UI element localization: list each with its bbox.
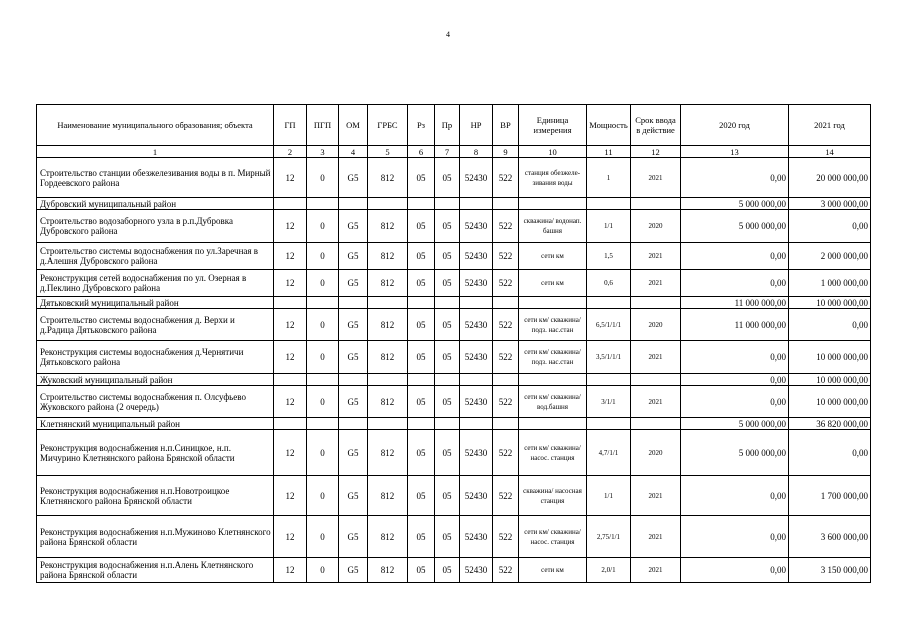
cell-rz: 05	[408, 158, 435, 198]
cell-power: 2,0/1	[587, 558, 631, 583]
header-cell: НР	[460, 105, 493, 146]
empty-cell	[368, 297, 408, 309]
column-index-cell: 7	[435, 146, 460, 158]
empty-cell	[493, 198, 519, 210]
amount-2020: 0,00	[681, 243, 789, 270]
cell-vr: 522	[493, 476, 519, 516]
cell-om: G5	[339, 341, 368, 374]
cell-unit: сети км	[519, 243, 587, 270]
cell-rz: 05	[408, 386, 435, 418]
column-index-row	[37, 146, 871, 158]
cell-gp: 12	[274, 158, 307, 198]
cell-om: G5	[339, 516, 368, 558]
cell-grbs: 812	[368, 516, 408, 558]
cell-vr: 522	[493, 558, 519, 583]
object-name: Строительство водозаборного узла в р.п.Дубровка Дубровского района	[37, 210, 274, 243]
municipality-name: Жуковский муниципальный район	[37, 374, 274, 386]
cell-pgp: 0	[307, 516, 339, 558]
empty-cell	[587, 374, 631, 386]
cell-power: 2,75/1/1	[587, 516, 631, 558]
amount-2020: 11 000 000,00	[681, 297, 789, 309]
municipality-row	[37, 374, 871, 386]
amount-2020: 5 000 000,00	[681, 210, 789, 243]
header-cell: ПГП	[307, 105, 339, 146]
object-name: Строительство системы водоснабжения п. Олсуфьево Жуковского района (2 очередь)	[37, 386, 274, 418]
cell-grbs: 812	[368, 158, 408, 198]
cell-grbs: 812	[368, 476, 408, 516]
amount-2021: 10 000 000,00	[789, 341, 871, 374]
cell-term: 2021	[631, 270, 681, 297]
column-index-cell: 9	[493, 146, 519, 158]
cell-grbs: 812	[368, 558, 408, 583]
cell-rz: 05	[408, 243, 435, 270]
cell-nr: 52430	[460, 386, 493, 418]
object-row	[37, 309, 871, 341]
amount-2020: 5 000 000,00	[681, 430, 789, 476]
cell-pr: 05	[435, 516, 460, 558]
cell-grbs: 812	[368, 243, 408, 270]
header-cell: Наименование муниципального образования; объекта	[37, 105, 274, 146]
cell-power: 1/1	[587, 476, 631, 516]
cell-pgp: 0	[307, 558, 339, 583]
empty-cell	[587, 418, 631, 430]
header-cell: Рз	[408, 105, 435, 146]
cell-power: 0,6	[587, 270, 631, 297]
header-cell: Срок ввода в действие	[631, 105, 681, 146]
object-name: Реконструкция водоснабжения н.п.Мужиново Клетнянского района Брянской области	[37, 516, 274, 558]
empty-cell	[274, 297, 307, 309]
cell-pgp: 0	[307, 210, 339, 243]
empty-cell	[368, 198, 408, 210]
empty-cell	[519, 297, 587, 309]
cell-term: 2021	[631, 476, 681, 516]
empty-cell	[460, 198, 493, 210]
cell-power: 1	[587, 158, 631, 198]
header-cell: Пр	[435, 105, 460, 146]
amount-2021: 0,00	[789, 430, 871, 476]
empty-cell	[460, 297, 493, 309]
cell-pr: 05	[435, 558, 460, 583]
cell-vr: 522	[493, 341, 519, 374]
empty-cell	[493, 374, 519, 386]
object-name: Строительство системы водоснабжения по ул.Заречная в д.Алешня Дубровского района	[37, 243, 274, 270]
amount-2021: 36 820 000,00	[789, 418, 871, 430]
cell-om: G5	[339, 243, 368, 270]
amount-2021: 3 600 000,00	[789, 516, 871, 558]
amount-2021: 10 000 000,00	[789, 386, 871, 418]
object-name: Строительство станции обезжелезивания воды в п. Мирный Гордеевского района	[37, 158, 274, 198]
cell-power: 1/1	[587, 210, 631, 243]
empty-cell	[519, 374, 587, 386]
empty-cell	[274, 374, 307, 386]
empty-cell	[587, 297, 631, 309]
cell-om: G5	[339, 270, 368, 297]
empty-cell	[631, 198, 681, 210]
empty-cell	[339, 374, 368, 386]
cell-nr: 52430	[460, 430, 493, 476]
cell-grbs: 812	[368, 386, 408, 418]
empty-cell	[460, 374, 493, 386]
amount-2020: 0,00	[681, 386, 789, 418]
column-index-cell: 10	[519, 146, 587, 158]
page-number: 4	[446, 30, 450, 39]
empty-cell	[339, 418, 368, 430]
object-row	[37, 270, 871, 297]
cell-term: 2021	[631, 386, 681, 418]
cell-rz: 05	[408, 558, 435, 583]
column-index-cell: 2	[274, 146, 307, 158]
cell-pr: 05	[435, 476, 460, 516]
budget-table	[36, 104, 871, 583]
cell-unit: сети км	[519, 270, 587, 297]
municipality-name: Дубровский муниципальный район	[37, 198, 274, 210]
empty-cell	[631, 418, 681, 430]
cell-term: 2020	[631, 309, 681, 341]
cell-pr: 05	[435, 341, 460, 374]
empty-cell	[408, 297, 435, 309]
cell-gp: 12	[274, 516, 307, 558]
cell-term: 2021	[631, 558, 681, 583]
amount-2020: 0,00	[681, 374, 789, 386]
municipality-name: Дятьковский муниципальный район	[37, 297, 274, 309]
cell-om: G5	[339, 476, 368, 516]
amount-2020: 0,00	[681, 476, 789, 516]
cell-nr: 52430	[460, 341, 493, 374]
header-cell: Единица измерения	[519, 105, 587, 146]
empty-cell	[631, 297, 681, 309]
cell-vr: 522	[493, 516, 519, 558]
object-row	[37, 243, 871, 270]
cell-term: 2020	[631, 430, 681, 476]
header-cell: 2020 год	[681, 105, 789, 146]
cell-gp: 12	[274, 243, 307, 270]
amount-2021: 10 000 000,00	[789, 374, 871, 386]
amount-2021: 2 000 000,00	[789, 243, 871, 270]
empty-cell	[274, 418, 307, 430]
cell-pr: 05	[435, 386, 460, 418]
municipality-row	[37, 418, 871, 430]
column-index-cell: 12	[631, 146, 681, 158]
cell-vr: 522	[493, 243, 519, 270]
amount-2020: 0,00	[681, 341, 789, 374]
cell-vr: 522	[493, 210, 519, 243]
empty-cell	[368, 374, 408, 386]
empty-cell	[307, 374, 339, 386]
cell-term: 2021	[631, 516, 681, 558]
empty-cell	[368, 418, 408, 430]
cell-pr: 05	[435, 309, 460, 341]
object-row	[37, 516, 871, 558]
cell-grbs: 812	[368, 341, 408, 374]
cell-term: 2021	[631, 341, 681, 374]
empty-cell	[493, 418, 519, 430]
cell-pr: 05	[435, 210, 460, 243]
cell-unit: сети км/ скважина/ подз. нас.стан	[519, 341, 587, 374]
object-row	[37, 476, 871, 516]
cell-gp: 12	[274, 270, 307, 297]
cell-gp: 12	[274, 476, 307, 516]
cell-term: 2021	[631, 158, 681, 198]
cell-pr: 05	[435, 243, 460, 270]
column-index-cell: 8	[460, 146, 493, 158]
amount-2020: 11 000 000,00	[681, 309, 789, 341]
cell-rz: 05	[408, 516, 435, 558]
cell-term: 2021	[631, 243, 681, 270]
municipality-name: Клетнянский муниципальный район	[37, 418, 274, 430]
cell-nr: 52430	[460, 243, 493, 270]
cell-pgp: 0	[307, 341, 339, 374]
cell-pgp: 0	[307, 309, 339, 341]
empty-cell	[274, 198, 307, 210]
column-index-cell: 6	[408, 146, 435, 158]
cell-unit: скважина/ насосная станция	[519, 476, 587, 516]
cell-rz: 05	[408, 309, 435, 341]
column-index-cell: 11	[587, 146, 631, 158]
cell-gp: 12	[274, 386, 307, 418]
cell-unit: сети км/ скважина/ насос. станция	[519, 516, 587, 558]
object-name: Реконструкция водоснабжения н.п.Синицкое, н.п. Мичурино Клетнянского района Брянской области	[37, 430, 274, 476]
cell-nr: 52430	[460, 158, 493, 198]
empty-cell	[460, 418, 493, 430]
header-cell: ГП	[274, 105, 307, 146]
cell-nr: 52430	[460, 558, 493, 583]
cell-unit: станция обезжеле-зивания воды	[519, 158, 587, 198]
cell-vr: 522	[493, 158, 519, 198]
municipality-row	[37, 297, 871, 309]
cell-pgp: 0	[307, 476, 339, 516]
empty-cell	[307, 418, 339, 430]
object-row	[37, 210, 871, 243]
header-cell: Мощность	[587, 105, 631, 146]
object-name: Реконструкция водоснабжения н.п.Новотроицкое Клетнянского района Брянской области	[37, 476, 274, 516]
cell-vr: 522	[493, 270, 519, 297]
amount-2020: 0,00	[681, 158, 789, 198]
cell-grbs: 812	[368, 210, 408, 243]
header-cell: ОМ	[339, 105, 368, 146]
cell-power: 6,5/1/1/1	[587, 309, 631, 341]
cell-unit: скважина/ водонап. башня	[519, 210, 587, 243]
cell-power: 3,5/1/1/1	[587, 341, 631, 374]
empty-cell	[307, 297, 339, 309]
column-index-cell: 13	[681, 146, 789, 158]
cell-om: G5	[339, 158, 368, 198]
cell-vr: 522	[493, 430, 519, 476]
cell-nr: 52430	[460, 516, 493, 558]
cell-om: G5	[339, 430, 368, 476]
header-cell: 2021 год	[789, 105, 871, 146]
cell-om: G5	[339, 386, 368, 418]
cell-gp: 12	[274, 558, 307, 583]
column-index-cell: 1	[37, 146, 274, 158]
header-cell: ГРБС	[368, 105, 408, 146]
cell-pgp: 0	[307, 386, 339, 418]
amount-2021: 20 000 000,00	[789, 158, 871, 198]
header-row	[37, 105, 871, 146]
amount-2021: 1 000 000,00	[789, 270, 871, 297]
cell-rz: 05	[408, 210, 435, 243]
empty-cell	[339, 297, 368, 309]
amount-2020: 0,00	[681, 270, 789, 297]
cell-unit: сети км/ скважина/ вод.башня	[519, 386, 587, 418]
column-index-cell: 14	[789, 146, 871, 158]
empty-cell	[307, 198, 339, 210]
amount-2020: 5 000 000,00	[681, 418, 789, 430]
amount-2021: 0,00	[789, 309, 871, 341]
cell-gp: 12	[274, 210, 307, 243]
cell-vr: 522	[493, 309, 519, 341]
cell-unit: сети км/ скважина/ подз. нас.стан	[519, 309, 587, 341]
cell-pgp: 0	[307, 270, 339, 297]
object-row	[37, 341, 871, 374]
cell-unit: сети км	[519, 558, 587, 583]
empty-cell	[493, 297, 519, 309]
amount-2021: 1 700 000,00	[789, 476, 871, 516]
cell-grbs: 812	[368, 309, 408, 341]
cell-rz: 05	[408, 270, 435, 297]
cell-vr: 522	[493, 386, 519, 418]
amount-2020: 0,00	[681, 516, 789, 558]
empty-cell	[408, 418, 435, 430]
empty-cell	[435, 297, 460, 309]
cell-om: G5	[339, 210, 368, 243]
cell-nr: 52430	[460, 210, 493, 243]
cell-pr: 05	[435, 270, 460, 297]
cell-grbs: 812	[368, 430, 408, 476]
column-index-cell: 4	[339, 146, 368, 158]
object-row	[37, 386, 871, 418]
column-index-cell: 3	[307, 146, 339, 158]
empty-cell	[519, 198, 587, 210]
cell-pgp: 0	[307, 430, 339, 476]
amount-2021: 10 000 000,00	[789, 297, 871, 309]
column-index-cell: 5	[368, 146, 408, 158]
amount-2020: 5 000 000,00	[681, 198, 789, 210]
header-cell: ВР	[493, 105, 519, 146]
amount-2021: 3 150 000,00	[789, 558, 871, 583]
amount-2020: 0,00	[681, 558, 789, 583]
cell-nr: 52430	[460, 309, 493, 341]
object-row	[37, 430, 871, 476]
cell-rz: 05	[408, 476, 435, 516]
object-name: Строительство системы водоснабжения д. Верхи и д.Радица Дятьковского района	[37, 309, 274, 341]
empty-cell	[408, 198, 435, 210]
object-row	[37, 558, 871, 583]
cell-gp: 12	[274, 309, 307, 341]
empty-cell	[339, 198, 368, 210]
cell-power: 1,5	[587, 243, 631, 270]
empty-cell	[435, 198, 460, 210]
empty-cell	[519, 418, 587, 430]
cell-rz: 05	[408, 341, 435, 374]
cell-grbs: 812	[368, 270, 408, 297]
cell-rz: 05	[408, 430, 435, 476]
cell-om: G5	[339, 309, 368, 341]
cell-pgp: 0	[307, 243, 339, 270]
empty-cell	[631, 374, 681, 386]
cell-unit: сети км/ скважина/ насос. станция	[519, 430, 587, 476]
amount-2021: 3 000 000,00	[789, 198, 871, 210]
amount-2021: 0,00	[789, 210, 871, 243]
cell-gp: 12	[274, 430, 307, 476]
cell-power: 4,7/1/1	[587, 430, 631, 476]
cell-pr: 05	[435, 430, 460, 476]
cell-nr: 52430	[460, 476, 493, 516]
object-name: Реконструкция водоснабжения н.п.Алень Клетнянского района Брянской области	[37, 558, 274, 583]
municipality-row	[37, 198, 871, 210]
cell-nr: 52430	[460, 270, 493, 297]
cell-pr: 05	[435, 158, 460, 198]
object-name: Реконструкция сетей водоснабжения по ул. Озерная в д.Пеклино Дубровского района	[37, 270, 274, 297]
cell-power: 3/1/1	[587, 386, 631, 418]
cell-term: 2020	[631, 210, 681, 243]
cell-gp: 12	[274, 341, 307, 374]
object-row	[37, 158, 871, 198]
cell-pgp: 0	[307, 158, 339, 198]
empty-cell	[587, 198, 631, 210]
empty-cell	[435, 418, 460, 430]
cell-om: G5	[339, 558, 368, 583]
empty-cell	[435, 374, 460, 386]
empty-cell	[408, 374, 435, 386]
object-name: Реконструкция системы водоснабжения д.Чернятичи Дятьковского района	[37, 341, 274, 374]
